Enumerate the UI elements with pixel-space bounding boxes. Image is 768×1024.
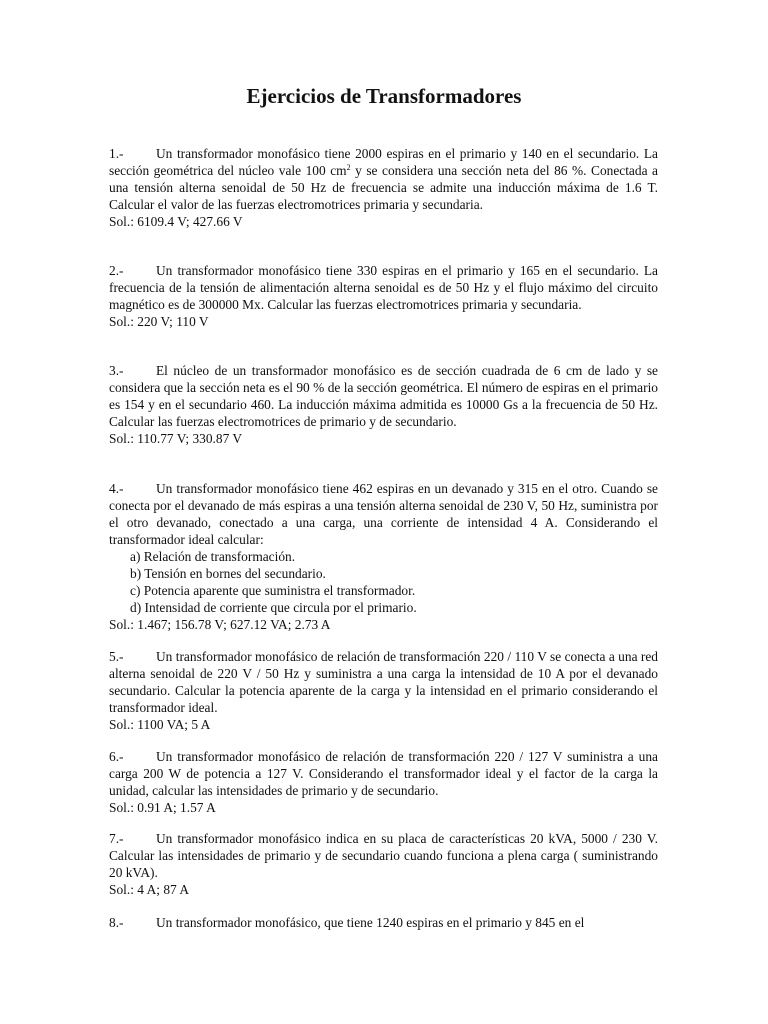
exercise-text: Un transformador monofásico de relación de transformación 220 / 110 V se conecta a una red alterna senoidal de 220 V / 50 Hz y suministra a una carga la intensidad de 10 A por el devanado secundario. Calcular la potencia aparente de la carga y la intensidad en el primario considerando el transformador ideal. [109, 649, 658, 715]
list-item: d) Intensidad de corriente que circula por el primario. [130, 600, 417, 615]
exercise-5 [109, 648, 658, 733]
exercise-text: Un transformador monofásico indica en su placa de características 20 kVA, 5000 / 230 V. Calcular las intensidades de primario y de secundario cuando funciona a plena carga ( suministrando 20 kVA). [109, 831, 658, 880]
exercise-1 [109, 145, 658, 230]
exercise-number: 8.- [109, 915, 124, 930]
list-item: c) Potencia aparente que suministra el transformador. [130, 583, 416, 598]
exercise-2 [109, 262, 658, 330]
exercise-text-continued: y se considera una sección neta del 86 %. Conectada a una tensión alterna senoidal de 50 Hz de frecuencia se admite una inducción máxima de 1.6 T. Calcular el valor de las fuerzas electromotrices primaria y secundaria. [109, 163, 658, 212]
exercise-statement [109, 830, 658, 881]
exercise-statement [109, 362, 658, 430]
exercise-number: 7.- [109, 831, 124, 846]
document-title: Ejercicios de Transformadores [246, 84, 522, 108]
exercise-text: El núcleo de un transformador monofásico es de sección cuadrada de 6 cm de lado y se considera que la sección neta es el 90 % de la sección geométrica. El número de espiras en el primario es 154 y en el secundario 460. La inducción máxima admitida es 10000 Gs a la frecuencia de 50 Hz. Calcular las fuerzas electromotrices de primario y de secundario. [109, 363, 658, 429]
exercise-number: 2.- [109, 263, 124, 278]
list-item: a) Relación de transformación. [130, 549, 296, 564]
exercise-text: Un transformador monofásico tiene 462 espiras en un devanado y 315 en el otro. Cuando se conecta por el devanado de más espiras a una tensión alterna senoidal de 230 V, 50 Hz, suministra por el otro devanado, conectado a una carga, una corriente de intensidad 4 A. Considerando el transformador ideal calcular: [109, 481, 658, 547]
exercise-statement [109, 648, 658, 716]
exercise-8 [109, 914, 658, 931]
exercise-solution: Sol.: 6109.4 V; 427.66 V [109, 214, 243, 229]
exercise-number: 4.- [109, 481, 124, 496]
exercise-solution: Sol.: 110.77 V; 330.87 V [109, 431, 243, 446]
exercise-statement [109, 748, 658, 799]
exercise-item-list [109, 548, 658, 616]
exercise-solution: Sol.: 1.467; 156.78 V; 627.12 VA; 2.73 A [109, 617, 331, 632]
exercise-7 [109, 830, 658, 898]
exercise-statement [109, 262, 658, 313]
list-item: b) Tensión en bornes del secundario. [130, 566, 326, 581]
exercise-number: 1.- [109, 146, 124, 161]
exercise-number: 5.- [109, 649, 124, 664]
exercise-number: 6.- [109, 749, 124, 764]
exercise-3 [109, 362, 658, 447]
exercise-solution: Sol.: 220 V; 110 V [109, 314, 209, 329]
exercise-solution: Sol.: 0.91 A; 1.57 A [109, 800, 216, 815]
exercise-6 [109, 748, 658, 816]
exercise-solution: Sol.: 4 A; 87 A [109, 882, 189, 897]
exercise-text: Un transformador monofásico tiene 330 espiras en el primario y 165 en el secundario. La frecuencia de la tensión de alimentación alterna senoidal es de 50 Hz y el flujo máximo del circuito magnético es de 300000 Mx. Calcular las fuerzas electromotrices primaria y secundaria. [109, 263, 658, 312]
exercise-text: Un transformador monofásico de relación de transformación 220 / 127 V suministra a una carga 200 W de potencia a 127 V. Considerando el transformador ideal y el factor de la carga la unidad, calcular las intensidades de primario y de secundario. [109, 749, 658, 798]
exercise-text: Un transformador monofásico tiene 2000 espiras en el primario y 140 en el secundario. La sección geométrica del núcleo vale 100 cm [109, 146, 658, 178]
exercise-statement [109, 480, 658, 548]
exercise-statement [109, 145, 658, 213]
superscript: 2 [346, 163, 351, 172]
exercise-4 [109, 480, 658, 633]
exercise-solution: Sol.: 1100 VA; 5 A [109, 717, 211, 732]
exercise-text: Un transformador monofásico, que tiene 1240 espiras en el primario y 845 en el [156, 915, 585, 930]
exercise-number: 3.- [109, 363, 124, 378]
exercise-statement [109, 914, 658, 931]
